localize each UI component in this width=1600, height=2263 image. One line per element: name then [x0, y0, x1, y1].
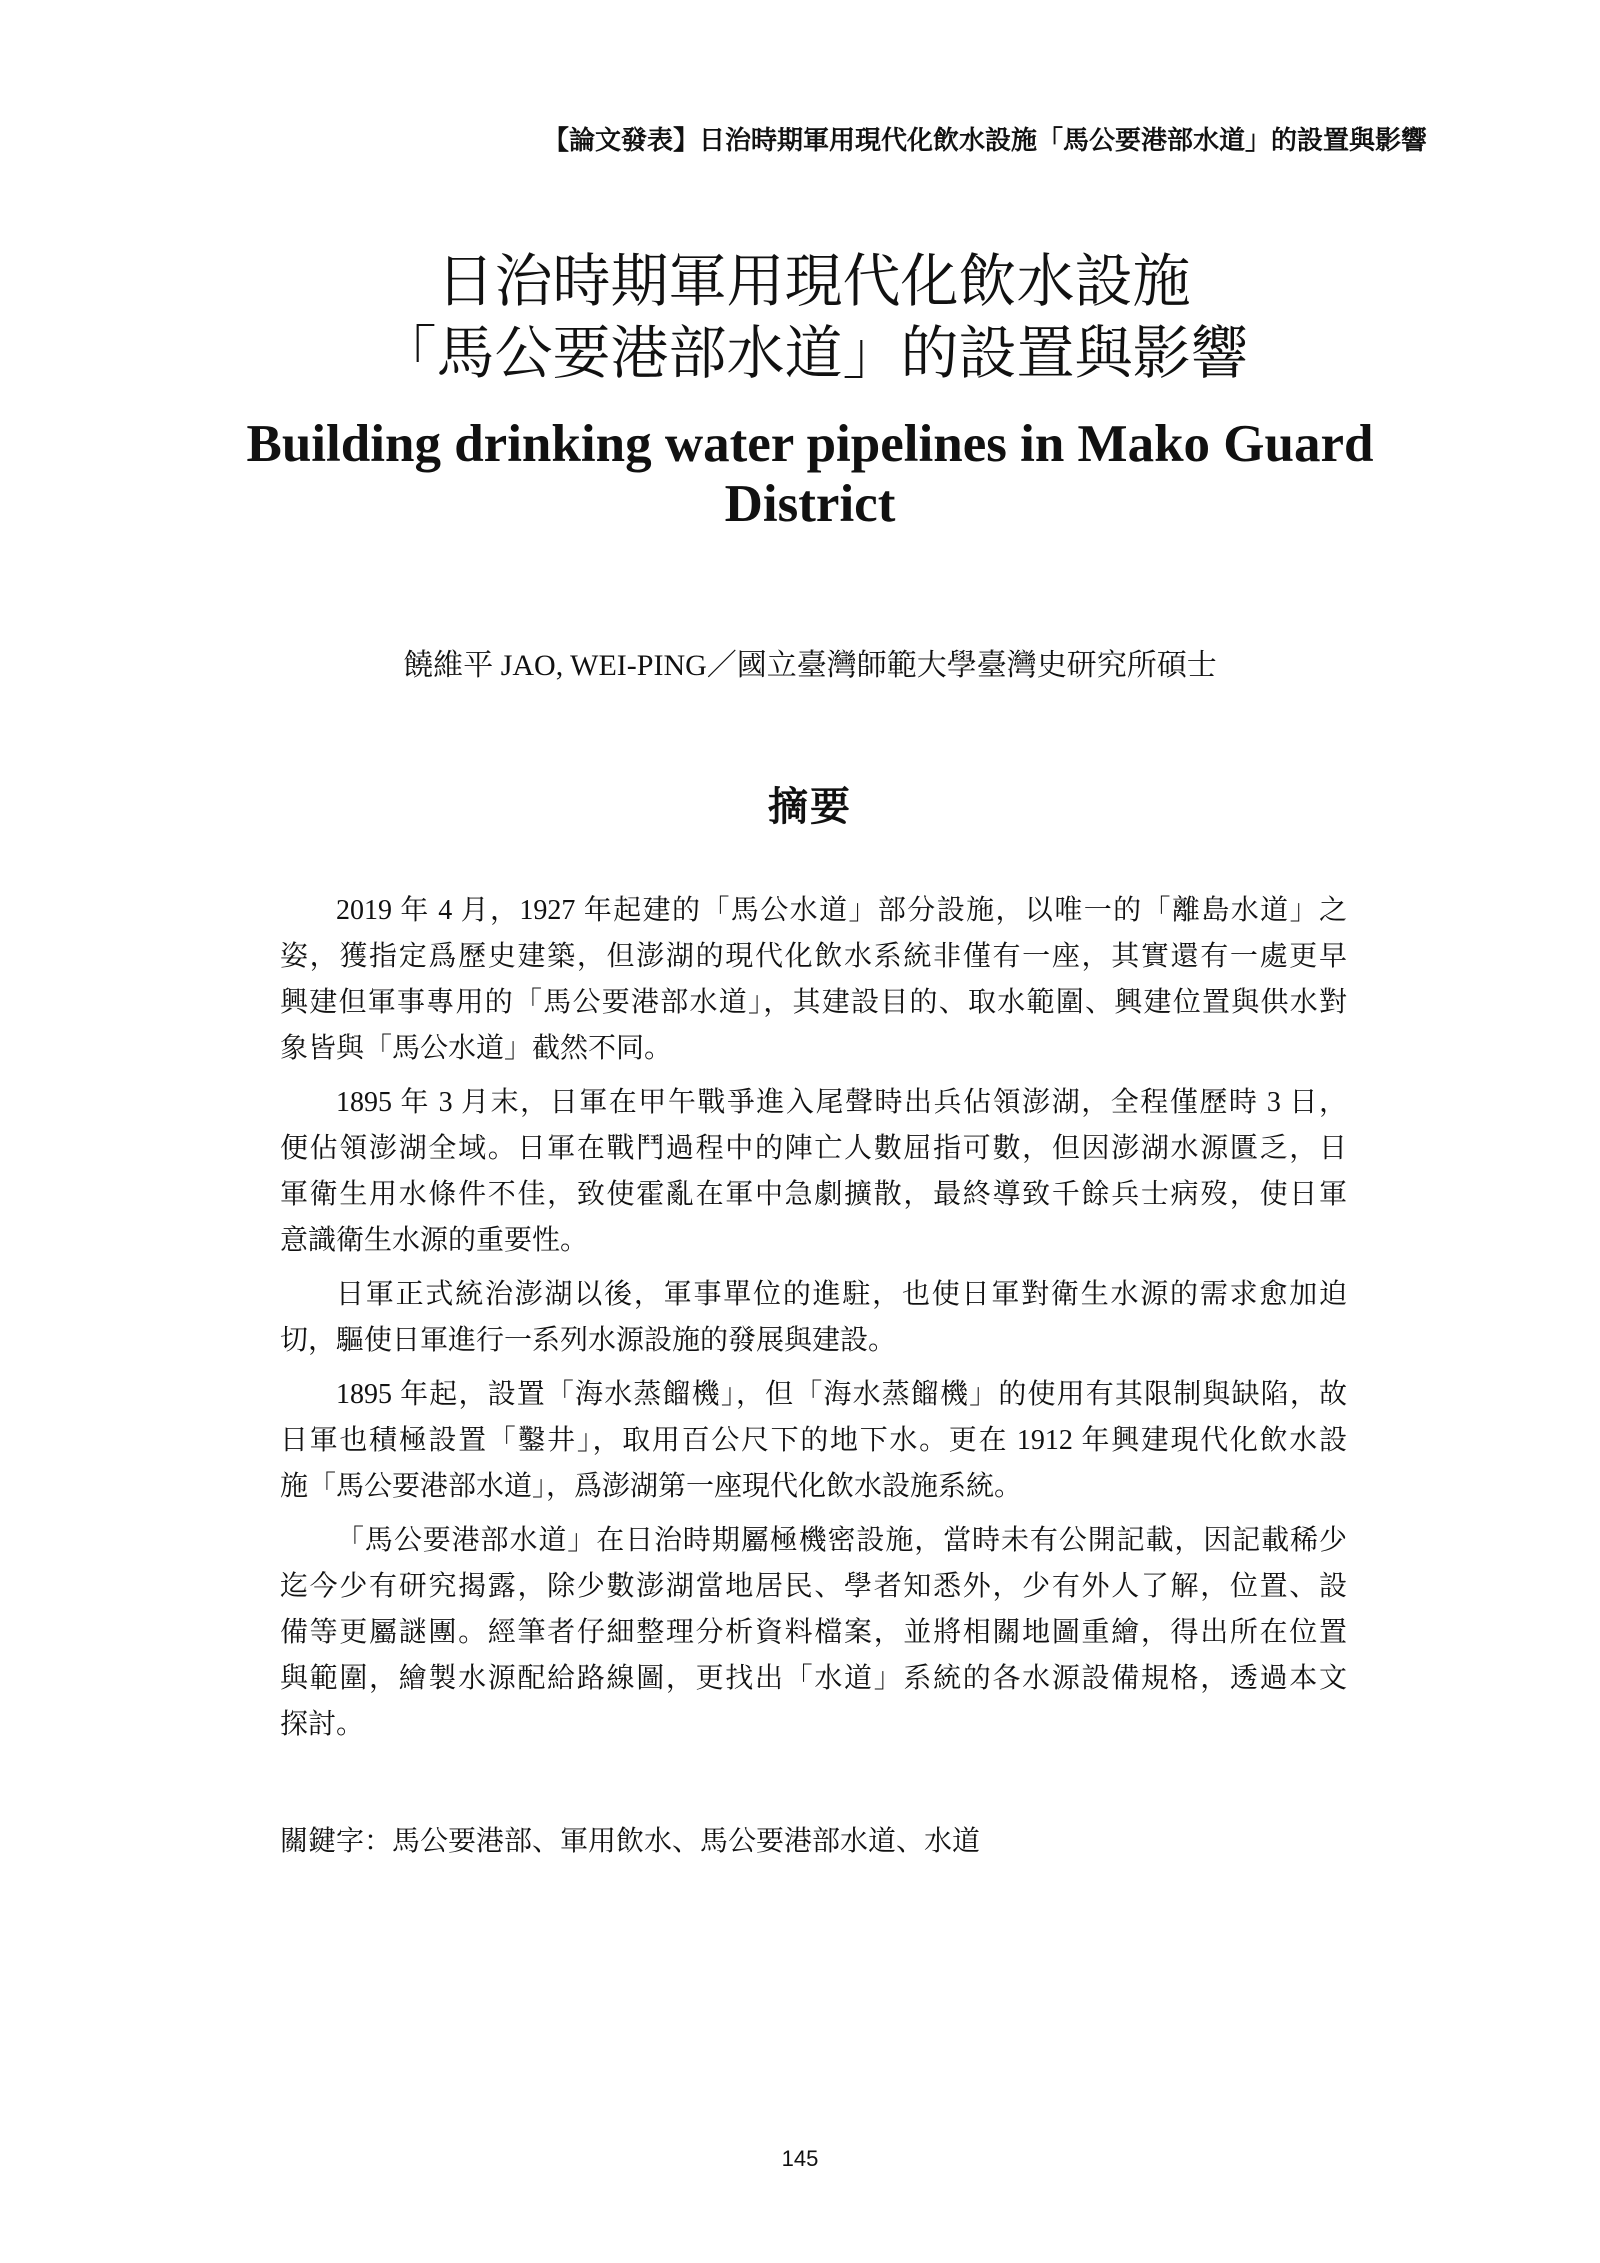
abstract-paragraph — [280, 1272, 1347, 1364]
author-line: 饒維平 JAO, WEI-PING／國立臺灣師範大學臺灣史研究所碩士 — [403, 649, 1217, 682]
abstract-paragraph — [280, 1080, 1347, 1264]
abstract-paragraph — [280, 1372, 1347, 1510]
abstract-line: 1895 年 3 月末，日軍在甲午戰爭進入尾聲時出兵佔領澎湖，全程僅歷時 3 日， — [336, 1087, 1347, 1118]
abstract-heading: 摘要 — [768, 783, 852, 830]
keywords-line: 關鍵字：馬公要港部、軍用飲水、馬公要港部水道、水道 — [280, 1826, 981, 1857]
paper-title-en: Building drinking water pipelines in Mako Guard District — [246, 415, 1374, 533]
abstract-line: 象皆與「馬公水道」截然不同。 — [280, 1033, 673, 1064]
abstract-line: 日軍也積極設置「鑿井」，取用百公尺下的地下水。更在 1912 年興建現代化飲水設 — [280, 1425, 1347, 1456]
abstract-line: 探討。 — [280, 1709, 365, 1740]
page-number: 145 — [781, 2146, 819, 2171]
abstract-line: 1895 年起，設置「海水蒸餾機」，但「海水蒸餾機」的使用有其限制與缺陷，故 — [336, 1379, 1347, 1410]
abstract-line: 便佔領澎湖全域。日軍在戰鬥過程中的陣亡人數屈指可數，但因澎湖水源匱乏，日 — [280, 1133, 1347, 1164]
abstract-paragraph — [280, 1518, 1347, 1748]
abstract-line: 軍衛生用水條件不佳，致使霍亂在軍中急劇擴散，最終導致千餘兵士病歿，使日軍 — [280, 1179, 1347, 1210]
running-header: 【論文發表】日治時期軍用現代化飲水設施「馬公要港部水道」的設置與影響 — [542, 125, 1427, 155]
abstract-line: 興建但軍事專用的「馬公要港部水道」，其建設目的、取水範圍、興建位置與供水對 — [280, 987, 1347, 1018]
abstract-line: 「馬公要港部水道」在日治時期屬極機密設施，當時未有公開記載，因記載稀少 — [336, 1525, 1347, 1556]
abstract-line: 日軍正式統治澎湖以後，軍事單位的進駐，也使日軍對衛生水源的需求愈加迫 — [336, 1279, 1347, 1310]
title-zh-line: 「馬公要港部水道」的設置與影響 — [378, 319, 1249, 387]
abstract-line: 切，驅使日軍進行一系列水源設施的發展與建設。 — [280, 1325, 897, 1356]
abstract-paragraph — [280, 888, 1347, 1072]
title-zh-line: 日治時期軍用現代化飲水設施 — [436, 247, 1191, 315]
abstract-line: 施「馬公要港部水道」，爲澎湖第一座現代化飲水設施系統。 — [280, 1471, 1023, 1502]
abstract-line: 姿，獲指定爲歷史建築，但澎湖的現代化飲水系統非僅有一座，其實還有一處更早 — [280, 941, 1347, 972]
abstract-line: 迄今少有研究揭露，除少數澎湖當地居民、學者知悉外，少有外人了解，位置、設 — [280, 1571, 1347, 1602]
paper-title-zh — [280, 245, 1347, 389]
abstract-line: 備等更屬謎團。經筆者仔細整理分析資料檔案，並將相關地圖重繪，得出所在位置 — [280, 1617, 1347, 1648]
abstract-line: 與範圍，繪製水源配給路線圖，更找出「水道」系統的各水源設備規格，透過本文 — [280, 1663, 1347, 1694]
abstract-line: 2019 年 4 月，1927 年起建的「馬公水道」部分設施，以唯一的「離島水道」之 — [336, 895, 1347, 926]
abstract-line: 意識衛生水源的重要性。 — [280, 1225, 589, 1256]
abstract-body — [280, 888, 1347, 1756]
